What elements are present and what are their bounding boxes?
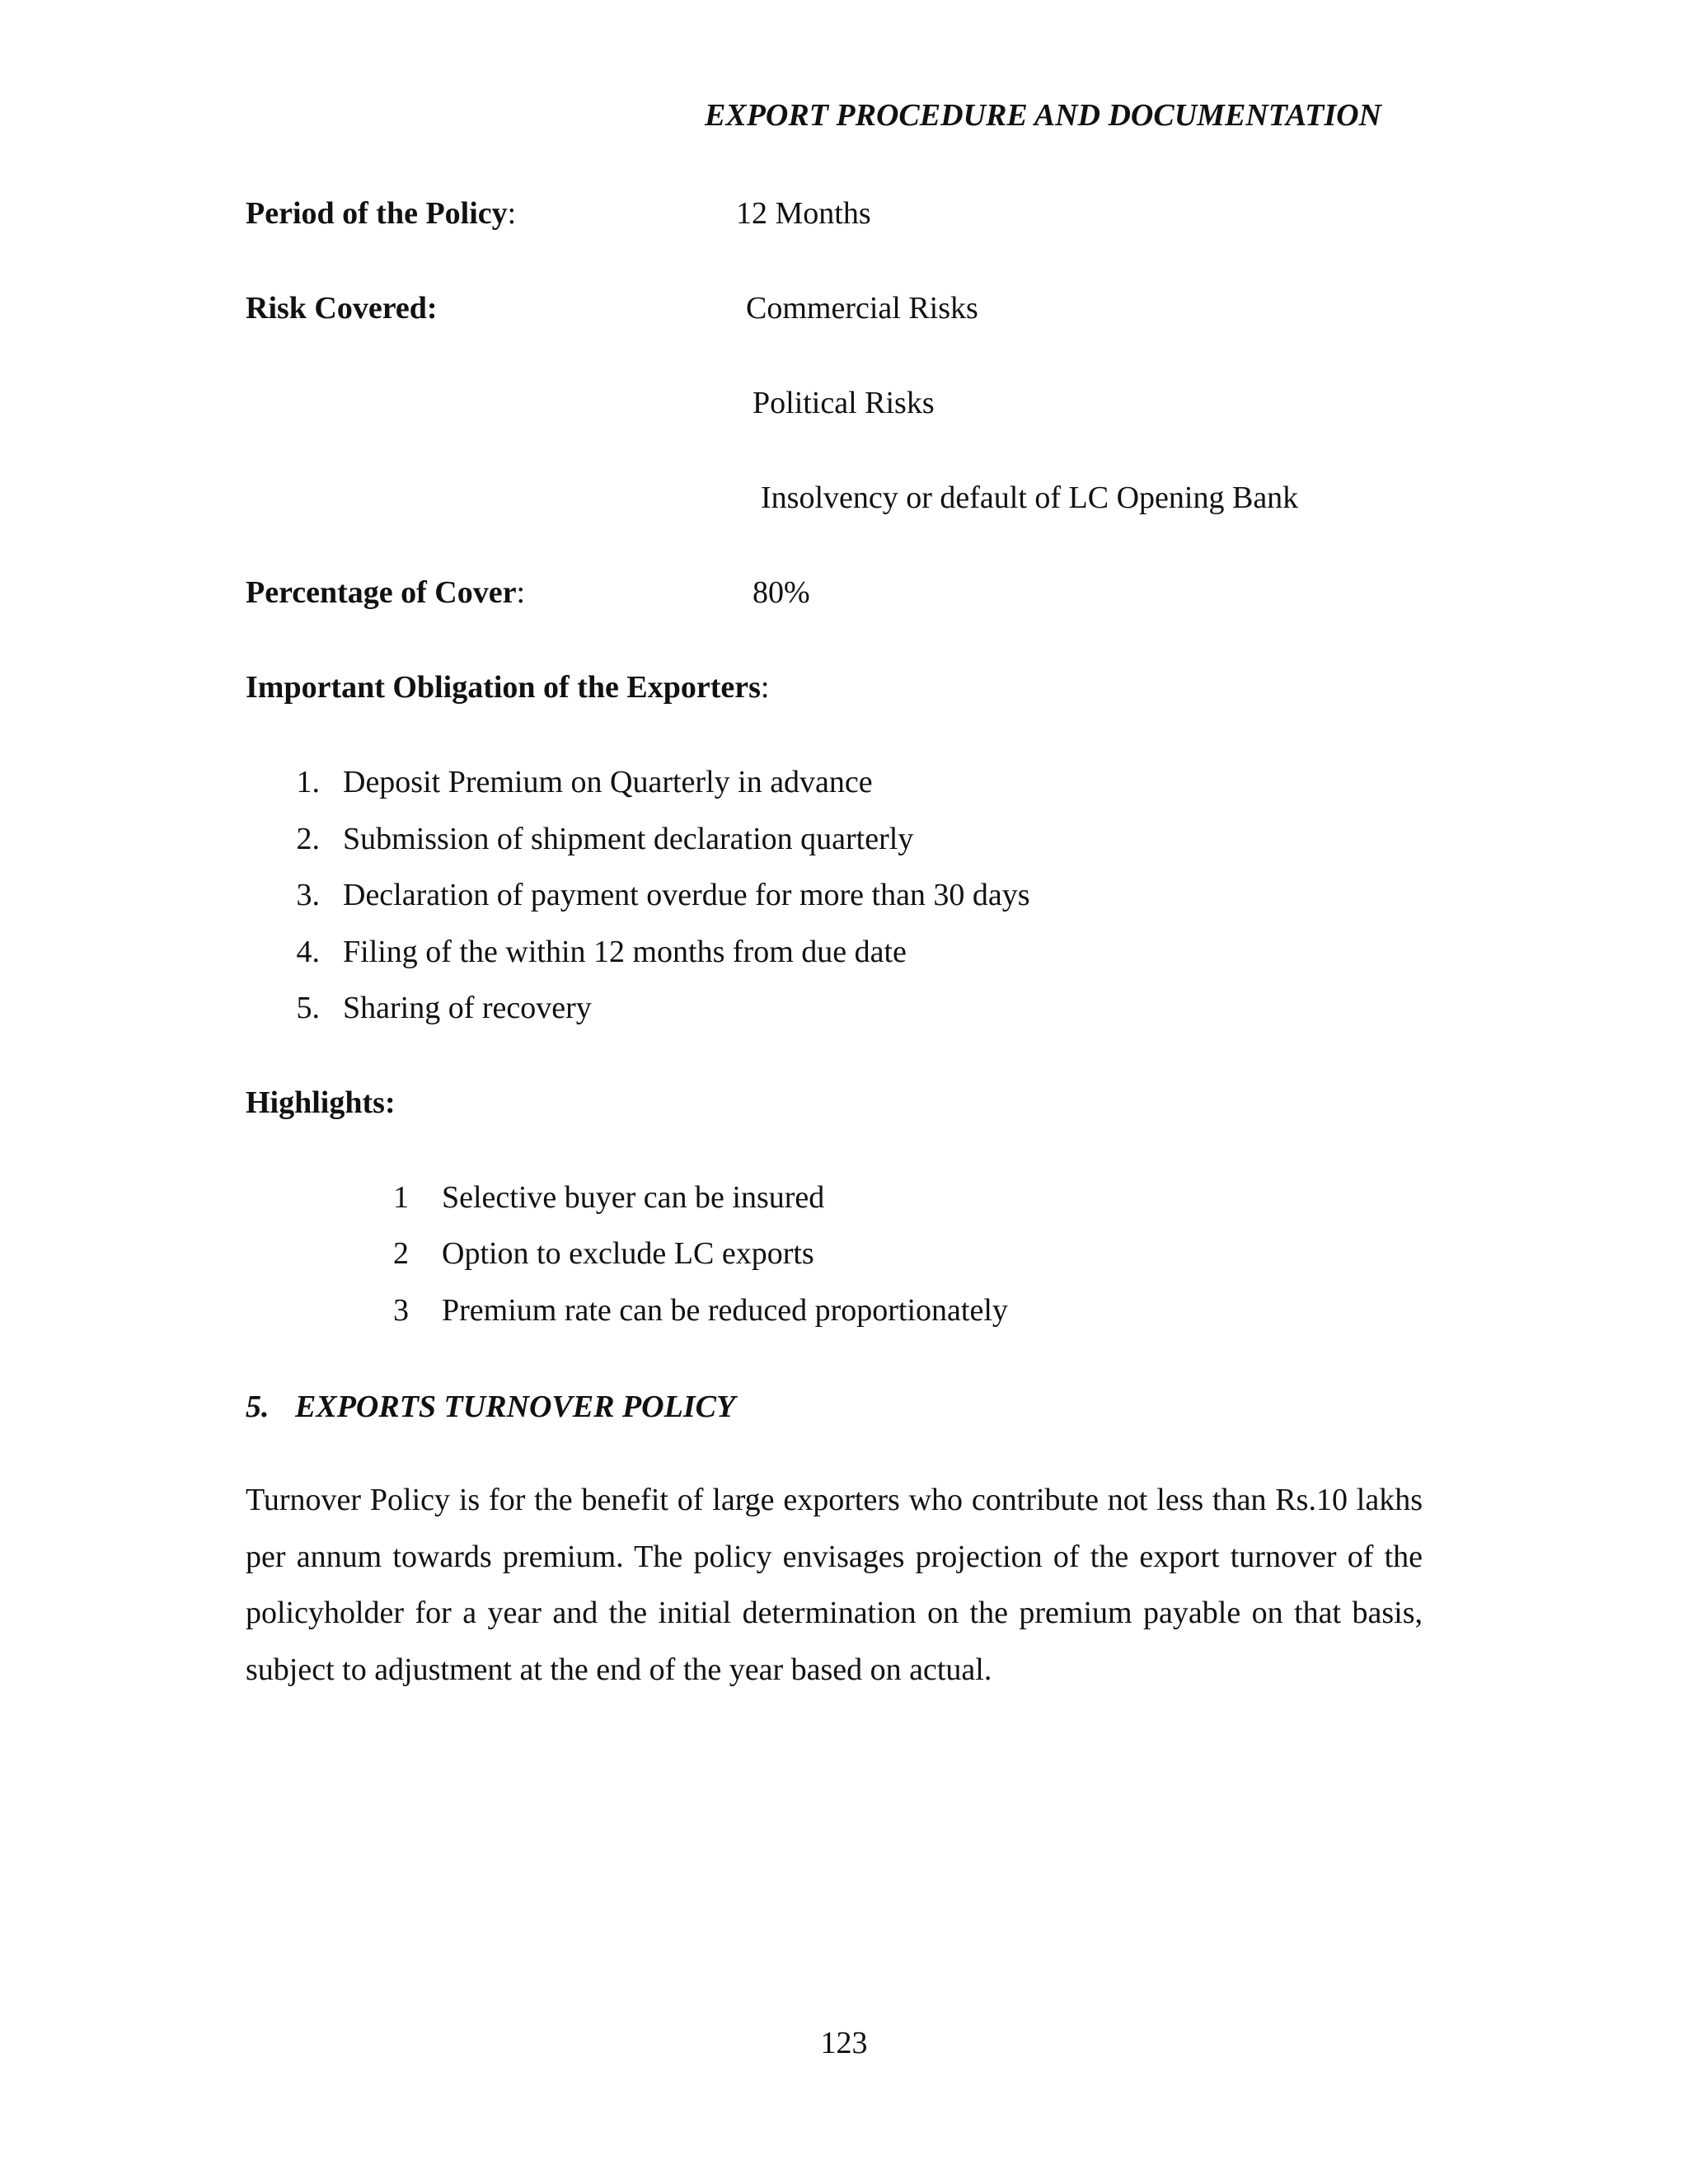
highlight-item: Premium rate can be reduced proportionately [442, 1293, 1008, 1328]
section-paragraph: Turnover Policy is for the benefit of large exporters who contribute not less than Rs.10 lakhs per annum towards premium. The policy envisages projection of the export turnover of the policyholder for a year and the initial determination on the premium payable on that basis, subject to adjustment at the end of the year based on actual. [246, 1483, 1423, 1687]
obligation-number: 4. [296, 935, 320, 969]
obligation-number: 1. [296, 765, 320, 799]
page-number: 123 [820, 2026, 868, 2060]
highlights-heading: Highlights: [246, 1085, 396, 1120]
obligation-number: 5. [296, 991, 320, 1025]
highlight-item: Option to exclude LC exports [442, 1236, 814, 1271]
highlight-number: 1 [393, 1180, 409, 1215]
obligation-item: Deposit Premium on Quarterly in advance [343, 765, 873, 799]
risk-item: Political Risks [753, 386, 935, 420]
cover-label-text: Percentage of Cover [246, 575, 517, 610]
risk-label: Risk Covered: [246, 291, 438, 326]
obligation-item: Filing of the within 12 months from due date [343, 935, 907, 969]
risk-item: Insolvency or default of LC Opening Bank [761, 480, 1299, 515]
period-label [246, 195, 516, 233]
cover-value: 80% [753, 575, 810, 610]
obligations-heading-text: Important Obligation of the Exporters [246, 670, 761, 705]
highlight-item: Selective buyer can be insured [442, 1180, 825, 1215]
obligation-item: Sharing of recovery [343, 991, 592, 1025]
obligation-item: Submission of shipment declaration quarterly [343, 822, 914, 856]
obligation-number: 3. [296, 878, 320, 912]
cover-label [246, 574, 525, 612]
obligations-colon: : [760, 670, 770, 705]
period-label-text: Period of the Policy [246, 196, 508, 231]
obligation-number: 2. [296, 822, 320, 856]
section-heading [246, 1389, 735, 1427]
period-value: 12 Months [736, 196, 871, 231]
highlight-number: 2 [393, 1236, 409, 1271]
risk-item: Commercial Risks [746, 291, 978, 326]
period-colon: : [507, 196, 517, 231]
highlight-number: 3 [393, 1293, 409, 1328]
running-header: EXPORT PROCEDURE AND DOCUMENTATION [705, 98, 1381, 133]
section-number: 5. [246, 1390, 270, 1424]
section-title: EXPORTS TURNOVER POLICY [295, 1390, 736, 1424]
obligations-heading [246, 669, 769, 707]
obligation-item: Declaration of payment overdue for more than 30 days [343, 878, 1030, 912]
cover-colon: : [516, 575, 526, 610]
